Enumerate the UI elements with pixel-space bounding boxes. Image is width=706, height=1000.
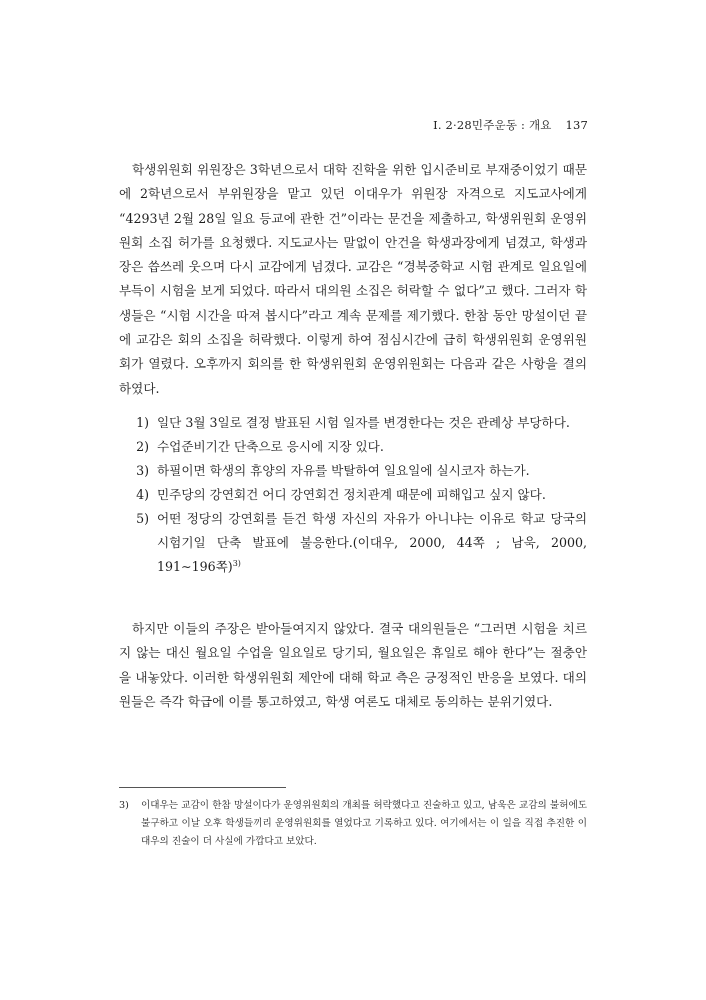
list-item	[119, 435, 587, 459]
resolution-list	[119, 411, 587, 579]
running-header	[433, 117, 588, 133]
list-item-number: 2)	[136, 439, 149, 454]
list-item-text: 하필이면 학생의 휴양의 자유를 박탈하여 일요일에 실시코자 하는가.	[157, 463, 530, 478]
list-item-text: 수업준비기간 단축으로 응시에 지장 있다.	[157, 439, 384, 454]
list-item-text: 민주당의 강연회건 어디 강연회건 정치관계 때문에 피해입고 싶지 않다.	[157, 487, 546, 502]
list-item	[119, 483, 587, 507]
list-item-text-with-citation	[157, 507, 587, 579]
list-item-number: 4)	[136, 487, 149, 502]
footnote	[119, 797, 587, 850]
body-paragraph: 학생위원회 위원장은 3학년으로서 대학 진학을 위한 입시준비로 부재중이었기 때문에 2학년으로서 부위원장을 맡고 있던 이대우가 위원장 자격으로 지도교사에게 “4293년 2월 28일 일요 등교에 관한 건”이라는 문건을 제출하고, 학생위원회 운영위원회 소집 허가를 요청했다. 지도교사는 말없이 안건을 학생과장에게 넘겼고, 학생과장은 씁쓰레 웃으며 다시 교감에게 넘겼다. 교감은 “경북중학교 시험 관계로 일요일에 부득이 시험을 보게 되었다. 따라서 대의원 소집은 허락할 수 없다”고 했다. 그러자 학생들은 “시험 시간을 따져 봅시다”라고 계속 문제를 제기했다. 한참 동안 망설이던 끝에 교감은 회의 소집을 허락했다. 이렇게 하여 점심시간에 급히 학생위원회 운영위원회가 열렸다. 오후까지 회의를 한 학생위원회 운영위원회는 다음과 같은 사항을 결의하였다.	[119, 162, 587, 396]
list-item	[119, 411, 587, 435]
footnote-number: 3)	[119, 800, 129, 811]
footnote-text: 이대우는 교감이 한참 망설이다가 운영위원회의 개최를 허락했다고 진술하고 있고, 남욱은 교감의 불허에도 불구하고 이날 오후 학생들끼리 운영위원회를 열었다고 기록하고 있다. 여기에서는 이 일을 직접 추진한 이대우의 진술이 더 사실에 가깝다고 보았다.	[141, 800, 587, 847]
body-paragraph: 하지만 이들의 주장은 받아들여지지 않았다. 결국 대의원들은 “그러면 시험을 치르지 않는 대신 월요일 수업을 일요일로 당기되, 월요일은 휴일로 해야 한다”는 절충안을 내놓았다. 이러한 학생위원회 제안에 대해 학교 측은 긍정적인 반응을 보였다. 대의원들은 즉각 학급에 이를 통고하였고, 학생 여론도 대체로 동의하는 분위기였다.	[119, 621, 587, 709]
list-item-number: 3)	[136, 463, 149, 478]
footnote-reference[interactable]: 3)	[232, 558, 241, 568]
footnote-divider	[119, 787, 286, 788]
list-item	[119, 507, 587, 579]
list-item-text: 일단 3월 3일로 결정 발표된 시험 일자를 변경한다는 것은 관례상 부당하다.	[157, 415, 570, 430]
list-item	[119, 459, 587, 483]
list-item-text: 어떤 정당의 강연회를 듣건 학생 자신의 자유가 아니냐는 이유로 학교 당국의 시험기일 단축 발표에 불응한다.(이대우, 2000, 44쪽 ; 남욱, 2000, 191∼196쪽)	[157, 511, 587, 574]
page-number: 137	[565, 118, 588, 132]
list-item-number: 1)	[136, 415, 149, 430]
section-title: Ⅰ. 2·28민주운동 : 개요	[433, 118, 552, 132]
list-item-number: 5)	[136, 511, 149, 526]
